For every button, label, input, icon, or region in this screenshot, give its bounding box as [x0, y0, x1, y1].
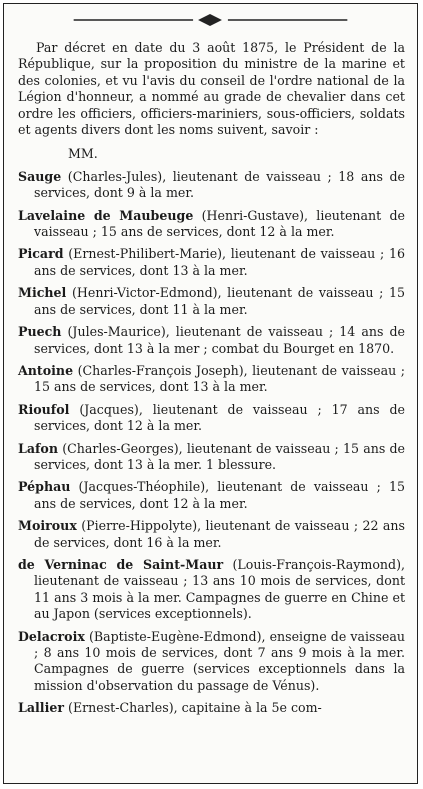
nominee-details: (Henri-Victor-Edmond), lieutenant de vaisseau ; 15 ans de services, dont 11 à la mer.	[34, 285, 405, 317]
nominee-entry	[18, 363, 405, 396]
document-frame	[3, 3, 418, 784]
nominee-name: Lafon	[18, 440, 58, 456]
nominee-entry	[18, 700, 405, 716]
nominee-details: (Ernest-Charles), capitaine à la 5e com-	[68, 700, 322, 716]
nominee-name: Lallier	[18, 700, 65, 716]
ornamental-rule	[4, 12, 417, 28]
nominee-entry	[18, 557, 405, 623]
nominee-details: (Pierre-Hippolyte), lieutenant de vaisseau ; 22 ans de services, dont 16 à la mer.	[34, 518, 405, 550]
nominee-entry	[18, 629, 405, 695]
nominee-name: Sauge	[18, 168, 62, 184]
nominee-entry	[18, 285, 405, 318]
nominee-name: Delacroix	[18, 628, 85, 644]
nominee-name: Picard	[18, 246, 64, 262]
decree-intro: Par décret en date du 3 août 1875, le Président de la République, sur la proposition du ministre de la marine et des colonies, et vu l'avis du conseil de l'ordre national de la Légion d'honneur, a nommé au grade de chevalier dans cet ordre les officiers, officiers-mariniers, sous-officiers, soldats et agents divers dont les noms suivent, savoir :	[18, 40, 405, 138]
nominee-details: (Baptiste-Eugène-Edmond), enseigne de vaisseau ; 8 ans 10 mois de services, dont 7 ans 9 mois à la mer. Campagnes de guerre (services exceptionnels dans la mission d'observation du passage de Vénus).	[34, 628, 405, 693]
nominee-details: (Jules-Maurice), lieutenant de vaisseau ; 14 ans de services, dont 13 à la mer ; combat du Bourget en 1870.	[34, 324, 405, 356]
nominee-name: Puech	[18, 324, 62, 340]
article-column	[18, 40, 405, 717]
nominee-details: (Henri-Gustave), lieutenant de vaisseau ; 15 ans de services, dont 12 à la mer.	[34, 207, 405, 240]
nominee-entry	[18, 518, 405, 551]
nominee-details: (Louis-François-Raymond), lieutenant de vaisseau ; 13 ans 10 mois de services, dont 11 ans 3 mois à la mer. Campagnes de guerre en Chine et au Japon (services exceptionnels).	[34, 556, 405, 622]
nominee-name: Antoine	[18, 362, 74, 378]
nominee-details: (Jacques-Théophile), lieutenant de vaisseau ; 15 ans de services, dont 12 à la mer.	[34, 479, 405, 511]
nominee-name: Lavelaine de Maubeuge	[18, 207, 194, 223]
nominee-entry	[18, 402, 405, 435]
nominee-entry	[18, 479, 405, 512]
nominee-details: (Charles-Georges), lieutenant de vaisseau ; 15 ans de services, dont 13 à la mer. 1 blessure.	[34, 440, 405, 472]
nominee-entry	[18, 324, 405, 357]
nominee-details: (Charles-Jules), lieutenant de vaisseau ; 18 ans de services, dont 9 à la mer.	[34, 168, 405, 201]
nominee-name: Moiroux	[18, 518, 77, 534]
nominee-details: (Ernest-Philibert-Marie), lieutenant de vaisseau ; 16 ans de services, dont 13 à la mer.	[34, 246, 405, 278]
nominee-name: Rioufol	[18, 401, 70, 417]
salutation: MM.	[68, 146, 98, 162]
nominee-entry	[18, 208, 405, 241]
nominee-name: de Verninac de Saint-Maur	[18, 556, 224, 572]
nominee-entry	[18, 246, 405, 279]
nominee-details: (Jacques), lieutenant de vaisseau ; 17 ans de services, dont 12 à la mer.	[34, 401, 405, 434]
nominee-entry	[18, 169, 405, 202]
nominee-entry	[18, 441, 405, 474]
nominee-details: (Charles-François Joseph), lieutenant de vaisseau ; 15 ans de services, dont 13 à la mer.	[34, 362, 405, 395]
nominee-list	[18, 169, 405, 717]
nominee-name: Michel	[18, 285, 67, 301]
nominee-name: Péphau	[18, 479, 71, 495]
